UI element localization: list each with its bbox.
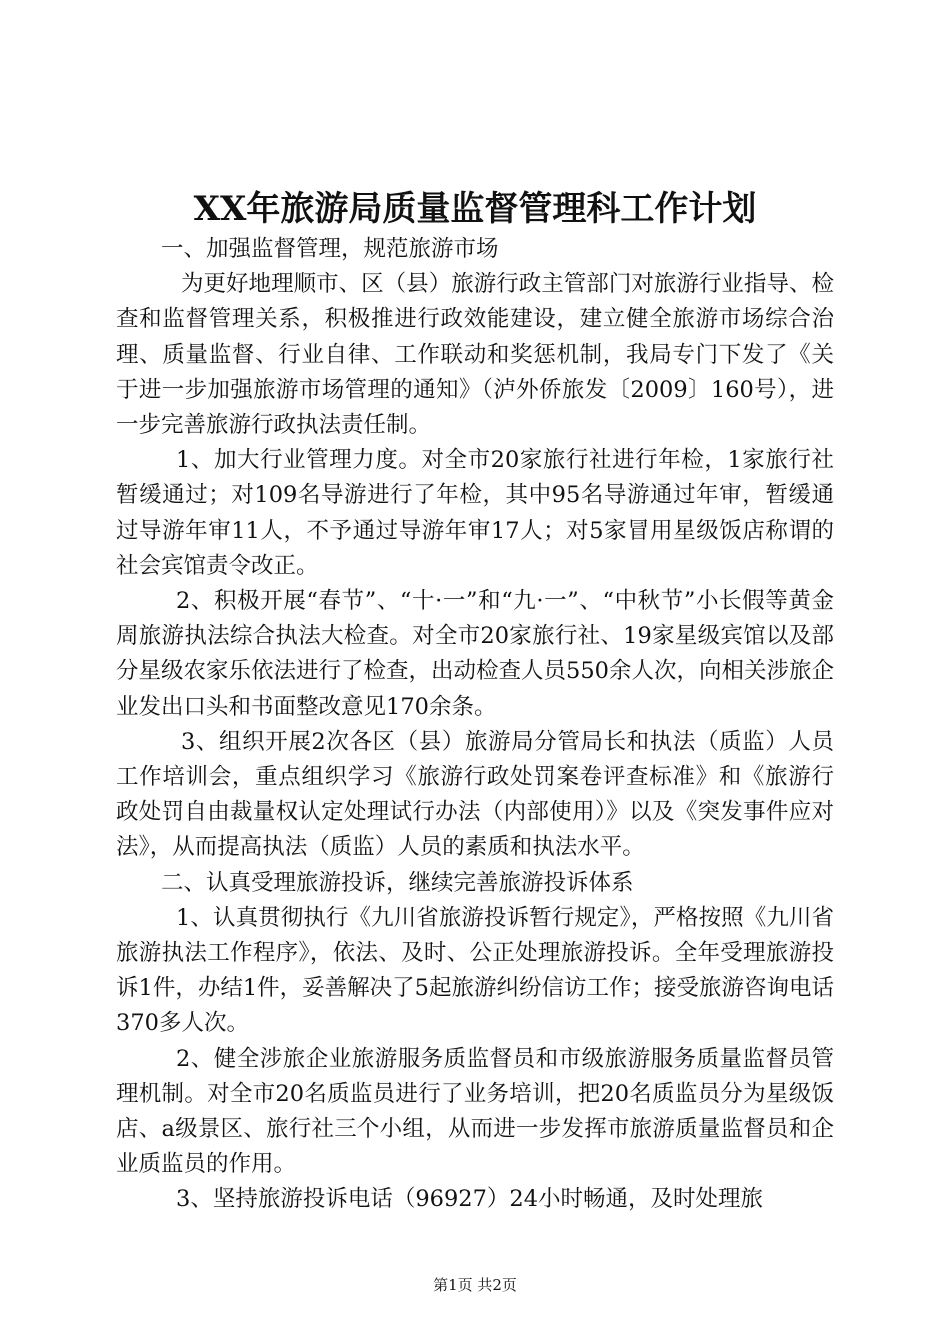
paragraph-item-2-3: 3、坚持旅游投诉电话（96927）24小时畅通，及时处理旅 <box>176 1186 764 1213</box>
page-number-footer: 第1页 共2页 <box>433 1276 517 1294</box>
document-body <box>116 232 834 1218</box>
paragraph-intro: 为更好地理顺市、区（县）旅游行政主管部门对旅游行业指导、检查和监督管理关系，积极推进行政效能建设，建立健全旅游市场综合治理、质量监督、行业自律、工作联动和奖惩机制，我局专门下发了《关于进一步加强旅游市场管理的通知》（泸外侨旅发〔2009〕160号），进一步完善旅游行政执法责任制。 <box>116 271 834 439</box>
paragraph-item-2-1: 1、认真贯彻执行《九川省旅游投诉暂行规定》，严格按照《九川省旅游执法工作程序》，依法、及时、公正处理旅游投诉。全年受理旅游投诉1件，办结1件，妥善解决了5起旅游纠纷信访工作；接受旅游咨询电话370多人次。 <box>116 904 834 1037</box>
document-title: XX年旅游局质量监督管理科工作计划 <box>193 189 757 229</box>
paragraph-item-1-1: 1、加大行业管理力度。对全市20家旅行社进行年检，1家旅行社暂缓通过；对109名导游进行了年检，其中95名导游通过年审，暂缓通过导游年审11人，不予通过导游年审17人；对5家冒用星级饭店称谓的社会宾馆责令改正。 <box>116 447 834 579</box>
paragraph-item-1-3: 3、组织开展2次各区（县）旅游局分管局长和执法（质监）人员工作培训会，重点组织学习《旅游行政处罚案卷评查标准》和《旅游行政处罚自由裁量权认定处理试行办法（内部使用）》以及《突发事件应对法》，从而提高执法（质监）人员的素质和执法水平。 <box>116 728 834 861</box>
section-heading-2: 二、认真受理旅游投诉，继续完善旅游投诉体系 <box>161 869 634 896</box>
paragraph-item-1-2: 2、积极开展“春节”、“十·一”和“九·一”、“中秋节”小长假等黄金周旅游执法综合执法大检查。对全市20家旅行社、19家星级宾馆以及部分星级农家乐依法进行了检查，出动检查人员550余人次，向相关涉旅企业发出口头和书面整改意见170余条。 <box>116 588 834 720</box>
section-heading-1: 一、加强监督管理，规范旅游市场 <box>161 236 499 262</box>
paragraph-item-2-2: 2、健全涉旅企业旅游服务质监督员和市级旅游服务质量监督员管理机制。对全市20名质监员进行了业务培训，把20名质监员分为星级饭店、a级景区、旅行社三个小组，从而进一步发挥市旅游质量监督员和企业质监员的作用。 <box>116 1045 834 1178</box>
